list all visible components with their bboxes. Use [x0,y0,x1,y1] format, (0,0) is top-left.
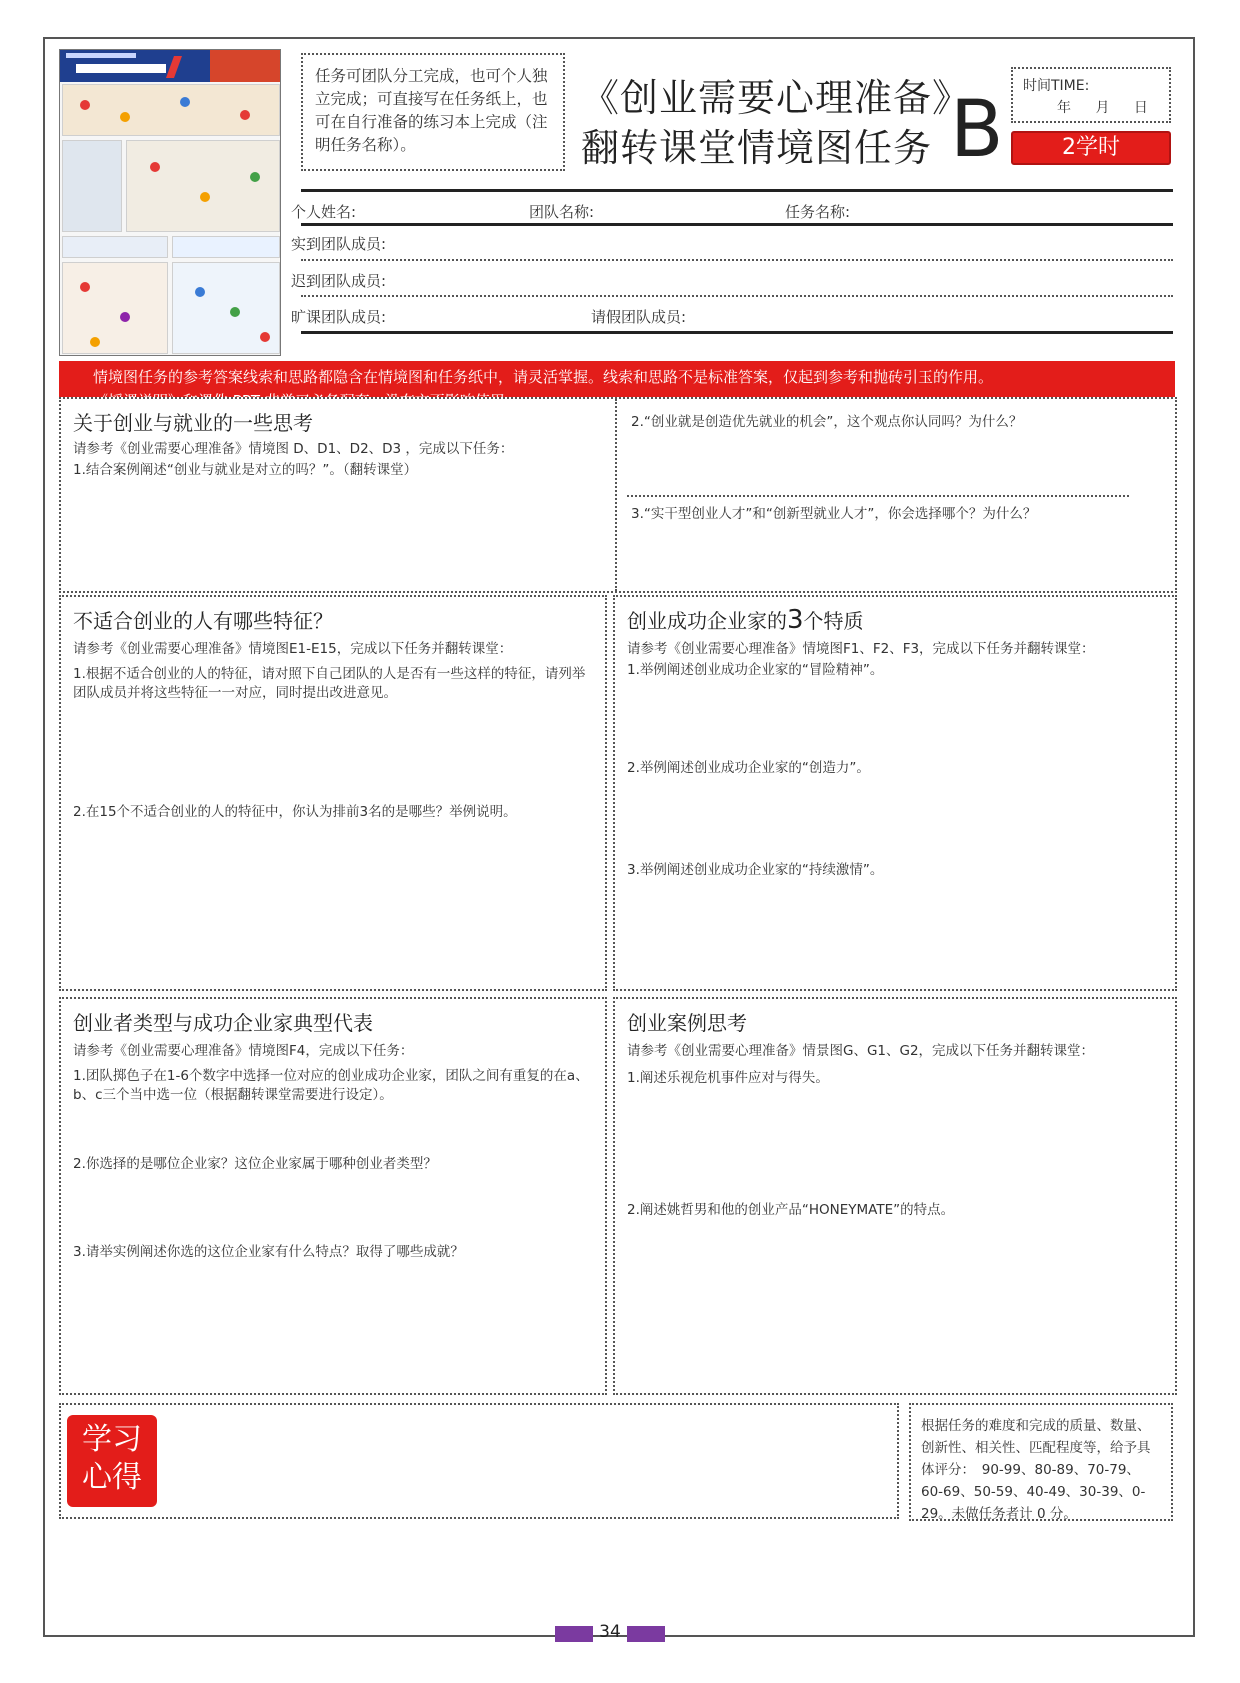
section2-heading: 不适合创业的人有哪些特征？ [73,609,333,633]
page-number: 34 [599,1622,621,1642]
banner-line1: 情境图任务的参考答案线索和思路都隐含在情境图和任务纸中，请灵活掌握。线索和思路不是标准答案，仅起到参考和抛砖引玉的作用。 [93,368,994,386]
info-rule-2 [301,223,1173,226]
section4-question3: 3.请举实例阐述你选的这位企业家有什么特点？取得了哪些成就？ [73,1244,464,1260]
page-number-marker [555,1622,665,1646]
section-entrepreneur-traits [613,595,1177,991]
date-field[interactable] [1011,67,1171,123]
section4-question1: 1.团队掷色子在1-6个数字中选择一位对应的创业成功企业家，团队之间有重复的在a、b、c三个当中选一位（根据翻转课堂需要进行设定）。 [73,1068,589,1103]
scenario-thumbnail-image [59,49,281,356]
section3-heading-number: 3 [787,605,804,635]
section5-reference: 请参考《创业需要心理准备》情景图G、G1、G2，完成以下任务并翻转课堂： [627,1043,1095,1059]
section4-heading: 创业者类型与成功企业家典型代表 [73,1011,373,1035]
section1-heading: 关于创业与就业的一些思考 [73,411,313,435]
section3-reference: 请参考《创业需要心理准备》情境图F1、F2、F3，完成以下任务并翻转课堂： [627,641,1095,657]
section3-question1: 1.举例阐述创业成功企业家的“冒险精神”。 [627,662,884,678]
section2-reference: 请参考《创业需要心理准备》情境图E1-E15，完成以下任务并翻转课堂： [73,641,513,657]
section5-question1: 1.阐述乐视危机事件应对与得失。 [627,1070,829,1086]
section3-heading-pre: 创业成功企业家的 [627,609,787,633]
section3-heading-post: 个特质 [803,609,864,633]
present-members-label: 实到团队成员: [291,235,387,253]
task-name-label: 任务名称: [785,203,851,221]
info-top-rule [301,189,1173,192]
absent-members-label: 旷课团队成员: [291,308,387,326]
info-rule-4 [301,295,1173,297]
worksheet-page [43,37,1195,1637]
section5-question2: 2.阐述姚哲男和他的创业产品“HONEYMATE”的特点。 [627,1202,955,1218]
date-ymd-labels: 年 月 日 [1057,100,1158,116]
team-name-label: 团队名称: [529,203,595,221]
section-entrepreneur-types [59,997,607,1395]
study-badge-line2: 心得 [82,1460,142,1495]
section1-question1: 1.结合案例阐述“创业与就业是对立的吗？”。（翻转课堂） [73,462,418,478]
date-label: 时间TIME: [1023,78,1090,94]
section2-question1: 1.根据不适合创业的人的特征，请对照下自己团队的人是否有一些这样的特征，请列举团队成员并将这些特征一一对应，同时提出改进意见。 [73,666,586,701]
section3-question2: 2.举例阐述创业成功企业家的“创造力”。 [627,760,870,776]
worksheet-title-line2: 翻转课堂情境图任务 [581,126,933,170]
page-marker-right-bar [627,1626,665,1642]
section3-question3: 3.举例阐述创业成功企业家的“持续激情”。 [627,862,884,878]
section3-heading [627,605,864,635]
worksheet-variant-letter: B [950,85,1004,175]
personal-name-label: 个人姓名: [291,203,357,221]
study-notes-badge [67,1415,157,1507]
section-case-study [613,997,1177,1395]
study-notes-area[interactable] [59,1403,899,1519]
thumbnail-header [60,50,280,82]
section1-inner-rule [627,495,1129,497]
section1-question2: 2.“创业就是创造优先就业的机会”，这个观点你认同吗？为什么？ [631,414,1023,430]
worksheet-title-line1: 《创业需要心理准备》 [581,76,972,120]
thumbnail-illustration-grid [60,82,281,356]
section4-question2: 2.你选择的是哪位企业家？这位企业家属于哪种创业者类型？ [73,1156,437,1172]
section2-question2: 2.在15个不适合创业的人的特征中，你认为排前3名的是哪些？举例说明。 [73,804,517,820]
late-members-label: 迟到团队成员: [291,272,387,290]
section4-reference: 请参考《创业需要心理准备》情境图F4，完成以下任务： [73,1043,414,1059]
section-entrepreneurship-vs-employment [59,397,1177,593]
scoring-note: 根据任务的难度和完成的质量、数量、创新性、相关性、匹配程度等，给予具体评分： 90-99、80-89、70-79、60-69、50-59、40-49、30-39、0-29。未做任务者计 0 分。 [909,1403,1173,1521]
study-badge-line1: 学习 [82,1422,142,1457]
section5-heading: 创业案例思考 [627,1011,747,1035]
info-bottom-rule [301,331,1173,334]
section-unsuitable-traits [59,595,607,991]
leave-members-label: 请假团队成员: [591,308,687,326]
section1-reference: 请参考《创业需要心理准备》情境图 D、D1、D2、D3 ，完成以下任务： [73,441,514,457]
completion-note: 任务可团队分工完成，也可个人独立完成；可直接写在任务纸上，也可在自行准备的练习本上完成（注明任务名称）。 [301,53,565,171]
class-hours-badge: 2学时 [1011,131,1171,165]
page-marker-left-bar [555,1626,593,1642]
info-rule-3 [301,259,1173,261]
section1-divider [615,399,617,591]
section1-question3: 3.“实干型创业人才”和“创新型就业人才”，你会选择哪个？为什么？ [631,506,1037,522]
